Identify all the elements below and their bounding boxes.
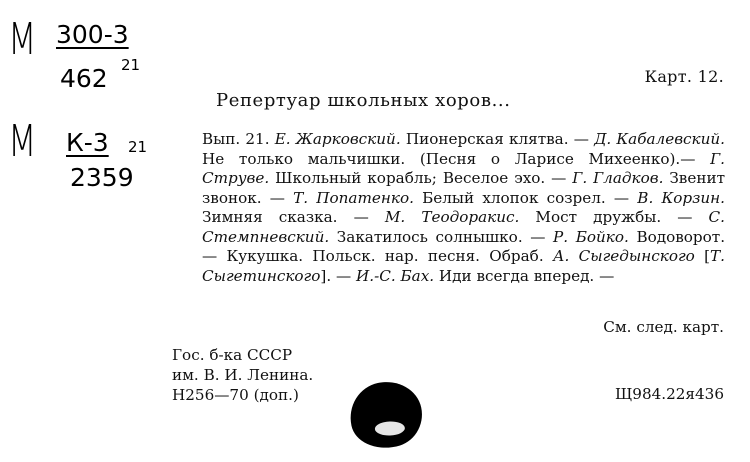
catalog-code: Щ984.22я436 <box>614 385 724 403</box>
ink-blot <box>344 375 428 455</box>
library-imprint <box>172 345 313 405</box>
author-name: Р. Бойко. <box>553 227 629 246</box>
card-number: Карт. 12. <box>644 67 724 86</box>
work-title: Иди всегда вперед. — <box>438 266 615 285</box>
author-name: В. Корзин. <box>637 188 725 207</box>
imprint-line-2: им. В. И. Ленина. <box>172 366 314 384</box>
work-title: Закатилось солнышко. — <box>336 227 546 246</box>
author-name: С. Стемпневский. <box>202 208 725 246</box>
issue-number: Вып. 21. <box>202 130 270 148</box>
handwritten-mark-1: М <box>8 14 37 65</box>
author-name: А. Сыгедынского <box>552 247 695 265</box>
bracket-open: [ <box>704 247 711 265</box>
author-name: И.-С. Бах. <box>356 266 435 285</box>
work-title: Школьный корабль; Веселое эхо. — <box>275 169 567 187</box>
imprint-line-3: Н256—70 (доп.) <box>172 386 299 404</box>
imprint-line-1: Гос. б-ка СССР <box>172 346 293 364</box>
handwritten-code-2-bottom: 2359 <box>70 163 134 192</box>
work-title: Водоворот. — Кукушка. Польск. нар. песня. Обраб. <box>202 227 726 265</box>
work-title: Зимняя сказка. — <box>202 208 369 226</box>
work-title: ]. — <box>320 266 352 285</box>
work-title: Белый хлопок созрел. — <box>422 188 630 207</box>
work-title: Мост дружбы. — <box>535 208 693 226</box>
work-title: Не только мальчишки. (Песня о Ларисе Михеенко).— <box>202 149 696 168</box>
work-title: Пионерская клятва. — <box>405 130 589 148</box>
handwritten-code-1-bottom: 462 <box>60 64 108 93</box>
work-title: Звенит звонок. — <box>202 169 725 207</box>
author-name: Т. Попатенко. <box>293 188 414 207</box>
author-name: Г. Гладков. <box>572 169 664 187</box>
author-name: Г. Струве. <box>202 149 725 187</box>
handwritten-code-1-sup: 21 <box>121 56 141 74</box>
author-name: Т. Сыгетинского <box>202 247 726 285</box>
handwritten-mark-2: М <box>8 116 37 167</box>
card-entry <box>172 130 725 286</box>
author-name: Д. Кабалевский. <box>594 130 726 148</box>
see-next-card: См. след. карт. <box>603 318 724 336</box>
handwritten-code-2-top: К-3 <box>66 128 109 157</box>
handwritten-code-2-sup: 21 <box>128 138 148 156</box>
handwritten-code-1-top: 300-3 <box>56 20 129 49</box>
author-name: М. Теодоракис. <box>384 208 520 226</box>
author-name: Е. Жарковский. <box>274 130 401 148</box>
card-title: Репертуар школьных хоров... <box>216 90 511 111</box>
